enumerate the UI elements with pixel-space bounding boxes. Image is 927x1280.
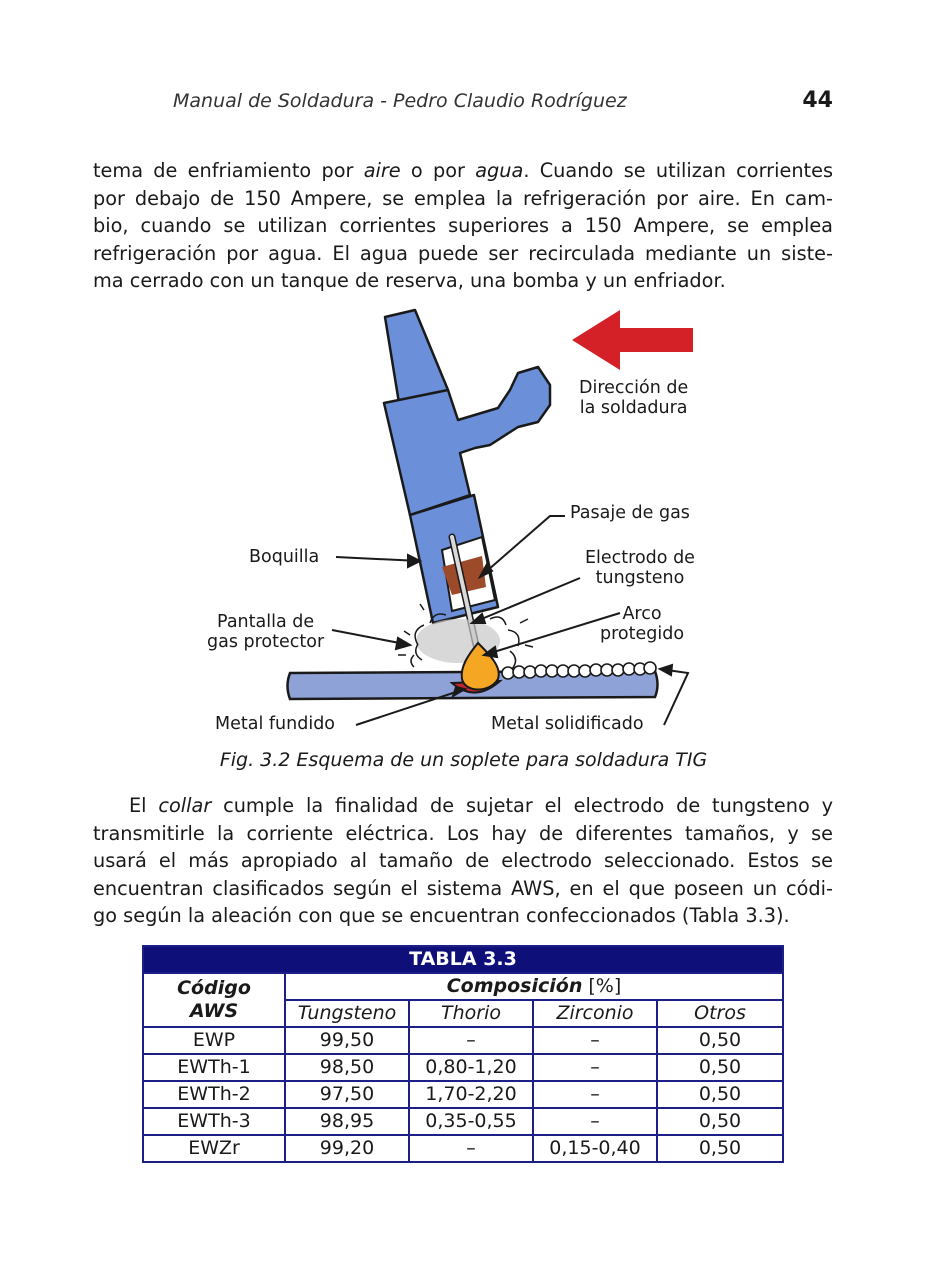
table-cell: 99,50 [285,1027,409,1054]
table-row [143,1108,783,1135]
label-direction: Dirección de la soldadura [579,378,689,418]
paragraph-line: ma cerrado con un tanque de reserva, una bomba y un enfriador. [93,269,726,292]
table-cell: – [533,1054,657,1081]
table-cell: – [533,1108,657,1135]
table-row [143,1054,783,1081]
table-cell: EWTh-1 [143,1054,285,1081]
paragraph-line: tema de enfriamiento por aire o por agua. Cuando se utilizan corrientes [93,159,834,182]
table-cell: EWTh-3 [143,1108,285,1135]
table-cell: 0,50 [657,1135,783,1162]
column-header: Otros [657,1000,783,1027]
tig-torch-figure [190,305,730,740]
paragraph-line: transmitirle la corriente eléctrica. Los hay de diferentes tamaños, y se [93,821,833,845]
composition-header: Composición [%] [285,973,783,1000]
table-cell: 0,50 [657,1054,783,1081]
torch-cap [385,310,448,403]
paragraph-line: usará el más apropiado al tamaño de electrodo seleccionado. Estos se [93,849,833,872]
paragraph-line: El collar cumple la finalidad de sujetar el electrodo de tungsteno y [129,794,834,817]
table-row [143,1135,783,1162]
label-gas-passage: Pasaje de gas [570,503,690,523]
paragraph-1 [93,157,833,295]
table-cell: 0,50 [657,1108,783,1135]
column-header: Thorio [409,1000,533,1027]
table-cell: EWTh-2 [143,1081,285,1108]
label-shield: Pantalla de gas protector [207,612,325,652]
table-cell: EWP [143,1027,285,1054]
label-solidified: Metal solidificado [491,714,644,734]
table-cell: 0,80-1,20 [409,1054,533,1081]
table-cell: – [533,1081,657,1108]
paragraph-line: go según la aleación con que se encuentran confeccionados (Tabla 3.3). [93,904,790,927]
table-cell: 0,50 [657,1027,783,1054]
table-cell: 0,50 [657,1081,783,1108]
table-cell: 0,15-0,40 [533,1135,657,1162]
table-cell: – [533,1027,657,1054]
label-nozzle: Boquilla [249,547,320,567]
table-3-3 [142,945,784,1163]
paragraph-line: bio, cuando se utilizan corrientes superiores a 150 Ampere, se emplea [93,214,833,237]
table-row [143,1027,783,1054]
column-header: Zirconio [533,1000,657,1027]
running-title: Manual de Soldadura - Pedro Claudio Rodríguez [173,90,627,112]
page-header [93,88,833,116]
table-cell: 99,20 [285,1135,409,1162]
paragraph-line: refrigeración por agua. El agua puede ser recirculada mediante un siste- [93,241,833,265]
paragraph-line: encuentran clasificados según el sistema AWS, en el que poseen un códi- [93,876,833,900]
direction-arrow [572,310,693,370]
table-cell: – [409,1027,533,1054]
table-cell: 98,95 [285,1108,409,1135]
label-molten: Metal fundido [215,714,336,734]
table-cell: 98,50 [285,1054,409,1081]
figure-caption: Fig. 3.2 Esquema de un soplete para soldadura TIG [219,749,708,771]
table-cell: – [409,1135,533,1162]
column-header: Tungsteno [285,1000,409,1027]
table-cell: 97,50 [285,1081,409,1108]
table-cell: EWZr [143,1135,285,1162]
code-header: Código AWS [143,973,285,1027]
paragraph-line: por debajo de 150 Ampere, se emplea la refrigeración por aire. En cam- [93,186,833,210]
paragraph-2 [93,792,833,930]
label-electrode: Electrodo de tungsteno [585,548,695,588]
page-number: 44 [802,88,833,113]
label-arc: Arco protegido [600,604,685,644]
table-title: TABLA 3.3 [143,946,783,973]
table-row [143,1081,783,1108]
table-cell: 1,70-2,20 [409,1081,533,1108]
table-cell: 0,35-0,55 [409,1108,533,1135]
